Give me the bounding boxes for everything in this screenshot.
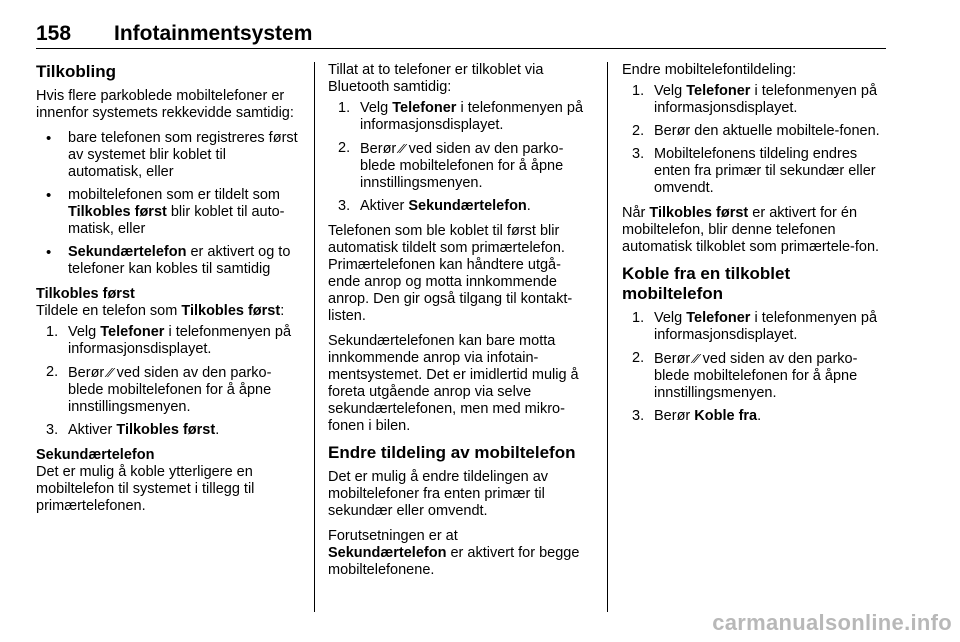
- list-item: [36, 187, 298, 238]
- text: Berør den aktuelle mobiltele-fonen.: [654, 123, 880, 139]
- section-heading-koble-fra: Koble fra en tilkoblet mobiltelefon: [622, 264, 791, 303]
- menu-term: Telefoner: [392, 100, 457, 116]
- column-divider: [314, 62, 315, 612]
- list-item: [36, 422, 298, 439]
- text: blir koblet til auto-matisk, eller: [68, 204, 285, 237]
- text: Velg: [654, 83, 687, 99]
- text: ved siden av den parko-blede mobiltelefonen for å åpne innstillingsmenyen.: [360, 141, 564, 191]
- section-heading-tilkobling: Tilkobling: [36, 62, 116, 81]
- text: mobiltelefonen som er tildelt som: [68, 187, 280, 203]
- text: .: [215, 422, 220, 438]
- step-number: 2.: [338, 140, 351, 156]
- paragraph: Telefonen som ble koblet til først blir automatisk tildelt som primærtelefon. Primærtelefonen kan håndtere utgå-ende anrop og motta innkommende anrop. Den gir også tilgang til kontakt-listen.: [328, 223, 573, 324]
- menu-term: Tilkobles først: [181, 303, 281, 319]
- text: :: [280, 303, 285, 319]
- text: er aktivert for én mobiltelefon, blir denne telefonen automatisk tilkoblet som primærtele-fon.: [622, 205, 880, 255]
- menu-term: Telefoner: [686, 310, 751, 326]
- list-item: [622, 83, 884, 117]
- text: Velg: [654, 310, 687, 326]
- list-item: [328, 198, 590, 215]
- page-title: Infotainmentsystem: [114, 22, 313, 45]
- column-1: [36, 62, 298, 523]
- numbered-list: [328, 100, 590, 215]
- list-item-text: bare telefonen som registreres først av systemet blir koblet til automatisk, eller: [68, 130, 298, 180]
- step-number: 3.: [338, 198, 351, 214]
- text: .: [526, 198, 531, 214]
- column-2: [328, 62, 590, 587]
- pencil-icon: ⁄⁄: [400, 141, 405, 156]
- numbered-list: [622, 83, 884, 197]
- text: Berør: [654, 408, 695, 424]
- step-number: 2.: [632, 350, 645, 366]
- text: Forutsetningen er at: [328, 528, 458, 544]
- text: Berør: [360, 141, 401, 157]
- menu-term: Tilkobles først: [649, 205, 749, 221]
- step-number: 2.: [632, 123, 645, 139]
- column-3: [622, 62, 884, 433]
- numbered-list: [36, 324, 298, 439]
- menu-term: Koble fra: [694, 408, 758, 424]
- text: er aktivert for begge mobiltelefonene.: [328, 545, 580, 578]
- menu-term: Telefoner: [686, 83, 751, 99]
- bullet-list: [36, 130, 298, 278]
- list-item: [622, 310, 884, 344]
- text: i telefonmenyen på informasjonsdisplayet.: [654, 310, 878, 343]
- paragraph: Det er mulig å koble ytterligere en mobiltelefon til systemet i tillegg til primærtelefonen.: [36, 464, 255, 514]
- text: i telefonmenyen på informasjonsdisplayet.: [360, 100, 584, 133]
- menu-term: Tilkobles først: [116, 422, 216, 438]
- text: Aktiver: [360, 198, 409, 214]
- section-heading-endre-tildeling: Endre tildeling av mobiltelefon: [328, 443, 576, 462]
- list-item: [36, 364, 298, 416]
- menu-term: Sekundærtelefon: [68, 244, 187, 260]
- paragraph: Tillat at to telefoner er tilkoblet via Bluetooth samtidig:: [328, 62, 544, 95]
- watermark: carmanualsonline.info: [712, 610, 952, 635]
- step-number: 2.: [46, 364, 59, 380]
- paragraph: [328, 528, 590, 579]
- step-number: 3.: [632, 408, 645, 424]
- list-item: [36, 324, 298, 358]
- list-item: [622, 146, 884, 197]
- menu-term: Tilkobles først: [68, 204, 167, 220]
- text: er aktivert og to telefoner kan kobles til samtidig: [68, 244, 291, 277]
- subheading-sekundaertelefon: Sekundærtelefon: [36, 447, 155, 463]
- paragraph: [36, 303, 298, 320]
- list-item: [36, 130, 298, 181]
- numbered-list: [622, 310, 884, 425]
- pencil-icon: ⁄⁄: [694, 351, 699, 366]
- step-number: 1.: [632, 83, 645, 99]
- header-divider: [36, 48, 886, 49]
- paragraph: [622, 205, 884, 256]
- menu-term: Telefoner: [100, 324, 165, 340]
- paragraph: Hvis flere parkoblede mobiltelefoner er innenfor systemets rekkevidde samtidig:: [36, 88, 294, 121]
- paragraph: Endre mobiltelefontildeling:: [622, 62, 797, 78]
- list-item: [622, 350, 884, 402]
- paragraph: Det er mulig å endre tildelingen av mobiltelefoner fra enten primær til sekundær eller omvendt.: [328, 469, 549, 519]
- page-header: [36, 22, 886, 46]
- text: Velg: [360, 100, 393, 116]
- text: i telefonmenyen på informasjonsdisplayet.: [654, 83, 878, 116]
- paragraph: Sekundærtelefonen kan bare motta innkommende anrop via infotain-mentsystemet. Det er imidlertid mulig å foreta utgående anrop via selve sekundærtelefonen, men med mikro-fonen i bilen.: [328, 333, 579, 434]
- text: Tildele en telefon som: [36, 303, 182, 319]
- menu-term: Sekundærtelefon: [408, 198, 527, 214]
- subheading-tilkobles-forst: Tilkobles først: [36, 286, 135, 302]
- page-number: 158: [36, 22, 72, 45]
- list-item: [328, 140, 590, 192]
- text: Velg: [68, 324, 101, 340]
- list-item: [622, 123, 884, 140]
- text: Når: [622, 205, 650, 221]
- text: ved siden av den parko-blede mobiltelefonen for å åpne innstillingsmenyen.: [68, 365, 272, 415]
- list-item: [622, 408, 884, 425]
- step-number: 1.: [632, 310, 645, 326]
- list-item: [328, 100, 590, 134]
- list-item: [36, 244, 298, 278]
- menu-term: Sekundærtelefon: [328, 545, 447, 561]
- text: Berør: [654, 351, 695, 367]
- step-number: 1.: [338, 100, 351, 116]
- step-number: 3.: [632, 146, 645, 162]
- text: .: [757, 408, 762, 424]
- pencil-icon: ⁄⁄: [108, 365, 113, 380]
- text: Berør: [68, 365, 109, 381]
- column-divider: [607, 62, 608, 612]
- step-number: 1.: [46, 324, 59, 340]
- step-number: 3.: [46, 422, 59, 438]
- text: ved siden av den parko-blede mobiltelefonen for å åpne innstillingsmenyen.: [654, 351, 858, 401]
- text: Aktiver: [68, 422, 117, 438]
- text: i telefonmenyen på informasjonsdisplayet.: [68, 324, 292, 357]
- text: Mobiltelefonens tildeling endres enten fra primær til sekundær eller omvendt.: [654, 146, 876, 196]
